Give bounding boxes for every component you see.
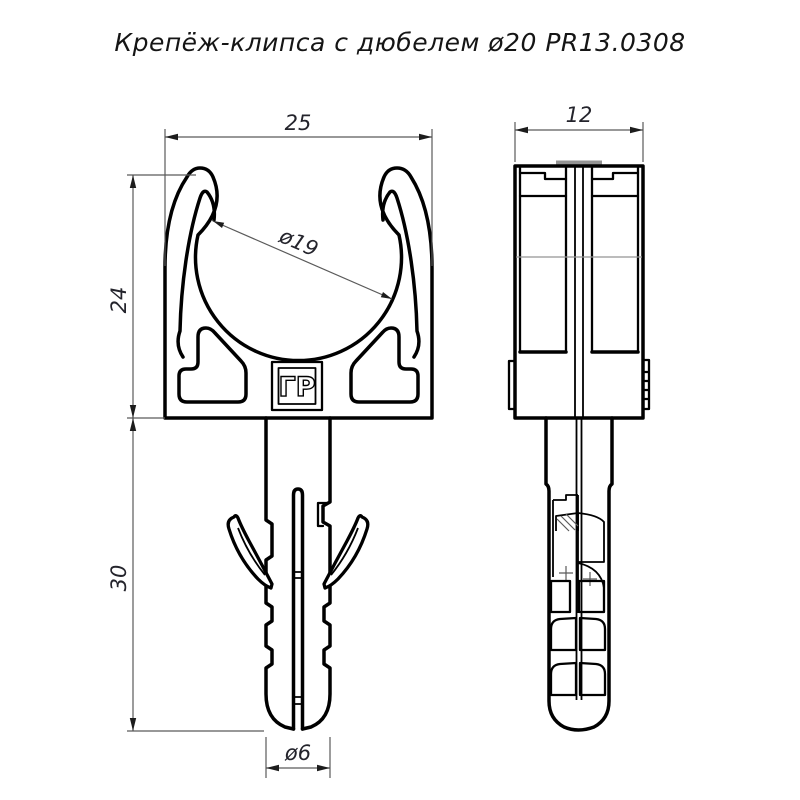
side-slit-lines (575, 166, 583, 418)
dim-12-label: 12 (565, 103, 593, 127)
dim-19-arrow-upper (213, 221, 224, 228)
dowel-left-edge (266, 418, 294, 729)
dowel-side-hatching (557, 514, 578, 531)
dim-24-lines (127, 175, 196, 418)
dim-12-arrow-left (515, 127, 528, 133)
dimension-length-30 (107, 418, 264, 731)
logo-plate (272, 362, 322, 410)
dim-12-arrow-right (630, 127, 643, 133)
side-inner-verticals (520, 166, 638, 352)
side-body-outline (515, 166, 643, 418)
dim-6-label: ø6 (284, 741, 312, 765)
logo-letters: ГР (278, 372, 316, 403)
dim-19-label: ø19 (275, 223, 322, 262)
front-view (107, 111, 432, 778)
dowel-center-pin (294, 489, 303, 729)
dim-25-arrow-left (165, 134, 178, 140)
dim-24-arrow-bottom (130, 405, 136, 418)
dowel-side-rib-row3 (551, 663, 605, 695)
dowel-right-edge (303, 418, 331, 729)
dim-24-arrow-top (130, 175, 136, 188)
dim-30-arrow-top (130, 418, 136, 431)
dim-30-lines (127, 418, 264, 731)
drawing-title: Крепёж-клипса с дюбелем ø20 PR13.0308 (114, 28, 686, 57)
dowel-side (546, 418, 612, 730)
dim-19-arrow-lower (381, 292, 392, 299)
dim-24-label: 24 (107, 286, 131, 314)
dim-30-label: 30 (107, 564, 131, 592)
dim-30-arrow-bottom (130, 718, 136, 731)
dowel-side-rib-row2 (551, 618, 605, 650)
side-top-steps (520, 173, 638, 196)
dim-25-label: 25 (284, 111, 312, 135)
dim-12-lines (515, 122, 643, 162)
dim-25-arrow-right (419, 134, 432, 140)
dowel-front (228, 418, 368, 729)
dimension-diameter-6 (266, 737, 330, 778)
dim-6-arrow-left (266, 765, 279, 771)
side-view (509, 103, 649, 730)
dimension-diameter-19 (213, 221, 392, 299)
dimension-depth-12 (515, 103, 643, 162)
dim-6-arrow-right (317, 765, 330, 771)
